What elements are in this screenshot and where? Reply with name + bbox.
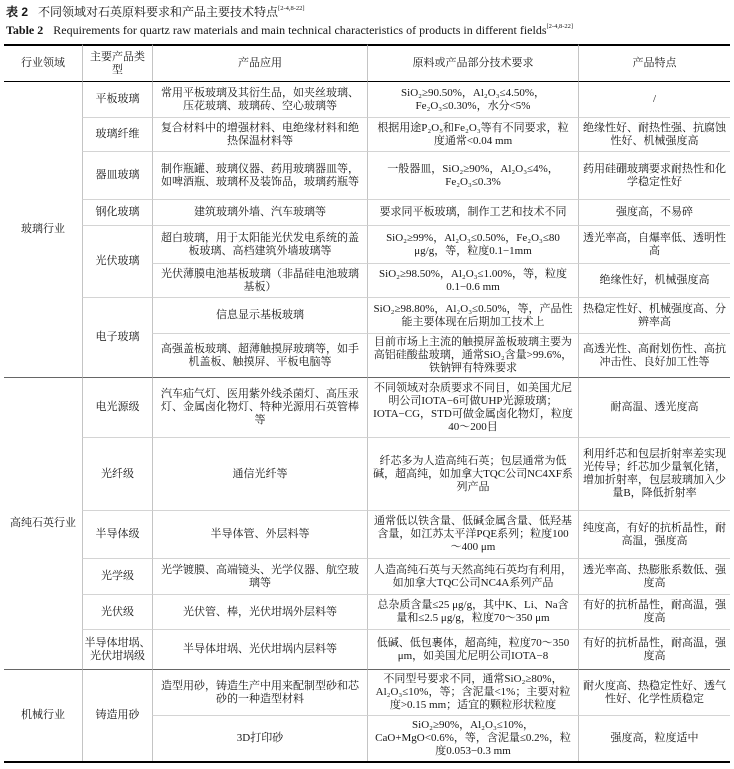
caption-title-en: Requirements for quartz raw materials and main technical characteristics of products in different fields [53,23,547,37]
column-header-product-type: 主要产品类型 [82,44,152,81]
column-header-application: 产品应用 [152,44,367,81]
product-type-cell: 光伏玻璃 [82,225,152,297]
table-row [4,437,730,510]
requirements-cell: 一般器皿，SiO₂≥90%，Al₂O₃≤4%，Fe₂O₃≤0.3% [367,151,578,199]
application-cell: 建筑玻璃外墙、汽车玻璃等 [152,199,367,225]
application-cell: 光伏薄膜电池基板玻璃（非晶硅电池玻璃基板） [152,263,367,297]
industry-cell: 高纯石英行业 [4,377,82,669]
product-type-cell: 器皿玻璃 [82,151,152,199]
product-type-cell: 光纤级 [82,437,152,510]
features-cell: 有好的抗析晶性，耐高温，强度高 [578,594,730,629]
table-row [4,199,730,225]
requirements-table [4,44,730,763]
requirements-cell: SiO₂≥98.80%，Al₂O₃≤0.50%，等，产品性能主要体现在后期加工技术上 [367,297,578,333]
column-header-features: 产品特点 [578,44,730,81]
application-cell: 超白玻璃，用于太阳能光伏发电系统的盖板玻璃、高档建筑外墙玻璃等 [152,225,367,263]
application-cell: 高强盖板玻璃、超薄触摸屏玻璃等，如手机盖板、触摸屏、平板电脑等 [152,333,367,377]
product-type-cell: 电光源级 [82,377,152,437]
application-cell: 信息显示基板玻璃 [152,297,367,333]
features-cell: 热稳定性好、机械强度高、分辨率高 [578,297,730,333]
product-type-cell: 半导体级 [82,510,152,558]
application-cell: 半导体坩埚、光伏坩埚内层料等 [152,629,367,669]
caption-cn [6,3,728,21]
features-cell: 透光率高、热膨胀系数低、强度高 [578,558,730,594]
column-header-industry: 行业领域 [4,44,82,81]
features-cell: 纯度高，有好的抗析晶性，耐高温，强度高 [578,510,730,558]
caption-label-en: Table 2 [6,23,44,37]
features-cell: 药用硅硼玻璃要求耐热性和化学稳定性好 [578,151,730,199]
requirements-cell: 纤芯多为人造高纯石英；包层通常为低碱，超高纯，如加拿大TQC公司NC4XF系列产品 [367,437,578,510]
table-row [4,225,730,263]
product-type-cell: 玻璃纤维 [82,117,152,151]
product-type-cell: 电子玻璃 [82,297,152,377]
industry-cell: 玻璃行业 [4,81,82,377]
application-cell: 3D打印砂 [152,715,367,761]
product-type-cell: 钢化玻璃 [82,199,152,225]
application-cell: 通信光纤等 [152,437,367,510]
requirements-cell: 要求同平板玻璃，制作工艺和技术不同 [367,199,578,225]
table-row [4,151,730,199]
features-cell: 绝缘性好、耐热性强、抗腐蚀性好、机械强度高 [578,117,730,151]
product-type-cell: 半导体坩埚、光伏坩埚级 [82,629,152,669]
header-row [4,44,730,81]
application-cell: 制作瓶罐、玻璃仪器、药用玻璃器皿等，如啤酒瓶、玻璃杯及装饰品，玻璃药瓶等 [152,151,367,199]
product-type-cell: 光学级 [82,558,152,594]
requirements-cell: 目前市场上主流的触摸屏盖板玻璃主要为高铝硅酸盐玻璃，通常SiO₂含量>99.6%，铁钠钾有特殊要求 [367,333,578,377]
application-cell: 半导体管、外层料等 [152,510,367,558]
features-cell: / [578,81,730,117]
product-type-cell: 平板玻璃 [82,81,152,117]
table-row [4,377,730,437]
requirements-cell: SiO₂≥90.50%，Al₂O₃≤4.50%，Fe₂O₃≤0.30%，水分<5% [367,81,578,117]
requirements-cell: SiO₂≥90%，Al₂O₃≤10%，CaO+MgO<0.6%，等，含泥量≤0.2%，粒度0.053−0.3 mm [367,715,578,761]
requirements-cell: 根据用途P₂O₅和Fe₂O₃等有不同要求，粒度通常<0.04 mm [367,117,578,151]
requirements-cell: SiO₂≥99%，Al₂O₃≤0.50%，Fe₂O₃≤80 μg/g，等，粒度0.1−1mm [367,225,578,263]
table-row [4,81,730,117]
caption-title-cn: 不同领域对石英原料要求和产品主要技术特点 [38,5,279,19]
requirements-cell: 低碱、低包裹体，超高纯，粒度70～350 μm，如美国尤尼明公司IOTA−8 [367,629,578,669]
industry-cell: 机械行业 [4,669,82,761]
caption-label-cn: 表 2 [6,5,29,19]
features-cell: 有好的抗析晶性，耐高温，强度高 [578,629,730,669]
application-cell: 光伏管、棒，光伏坩埚外层料等 [152,594,367,629]
table-row [4,558,730,594]
column-header-requirements: 原料或产品部分技术要求 [367,44,578,81]
features-cell: 强度高，不易碎 [578,199,730,225]
product-type-cell: 铸造用砂 [82,669,152,761]
application-cell: 常用平板玻璃及其衍生品，如夹丝玻璃、压花玻璃、玻璃砖、空心玻璃等 [152,81,367,117]
features-cell: 耐火度高、热稳定性好、透气性好、化学性质稳定 [578,669,730,715]
caption-ref-cn: [2-4,8-22] [278,5,305,12]
table-row [4,510,730,558]
table-row [4,297,730,333]
features-cell: 高透光性、高耐划伤性、高抗冲击性、良好加工性等 [578,333,730,377]
table-row [4,117,730,151]
features-cell: 绝缘性好，机械强度高 [578,263,730,297]
features-cell: 耐高温、透光度高 [578,377,730,437]
features-cell: 利用纤芯和包层折射率差实现光传导；纤芯加少量氧化锗，增加折射率，包层玻璃加入少量B，降低折射率 [578,437,730,510]
features-cell: 透光率高，自爆率低、透明性高 [578,225,730,263]
application-cell: 造型用砂，铸造生产中用来配制型砂和芯砂的一种造型材料 [152,669,367,715]
table-row [4,594,730,629]
caption-en [6,21,728,39]
table-row [4,629,730,669]
requirements-cell: 人造高纯石英与天然高纯石英均有利用，如加拿大TQC公司NC4A系列产品 [367,558,578,594]
requirements-cell: 总杂质含量≤25 μg/g，其中K、Li、Na含量和≤2.5 μg/g，粒度70～350 μm [367,594,578,629]
application-cell: 汽车疝气灯、医用紫外线杀菌灯、高压汞灯、金属卤化物灯、特种光源用石英管棒等 [152,377,367,437]
features-cell: 强度高，粒度适中 [578,715,730,761]
application-cell: 复合材料中的增强材料、电绝缘材料和绝热保温材料等 [152,117,367,151]
table-row [4,669,730,715]
caption-ref-en: [2-4,8-22] [546,23,574,30]
requirements-cell: 通常低以铁含量、低碱金属含量、低羟基含量，如江苏太平洋PQE系列；粒度100～400 μm [367,510,578,558]
table-caption [6,3,728,39]
requirements-cell: SiO₂≥98.50%，Al₂O₃≤1.00%，等，粒度0.1−0.6 mm [367,263,578,297]
application-cell: 光学镀膜、高端镜头、光学仪器、航空玻璃等 [152,558,367,594]
requirements-cell: 不同型号要求不同，通常SiO₂≥80%，Al₂O₃≤10%，等；含泥量<1%；主要对粒度>0.15 mm；适宜的颗粒形状粒度 [367,669,578,715]
product-type-cell: 光伏级 [82,594,152,629]
requirements-cell: 不同领域对杂质要求不同目，如美国尤尼明公司IOTA−6可做UHP光源玻璃；IOTA−CG，STD可做金属卤化物灯，粒度40～200目 [367,377,578,437]
